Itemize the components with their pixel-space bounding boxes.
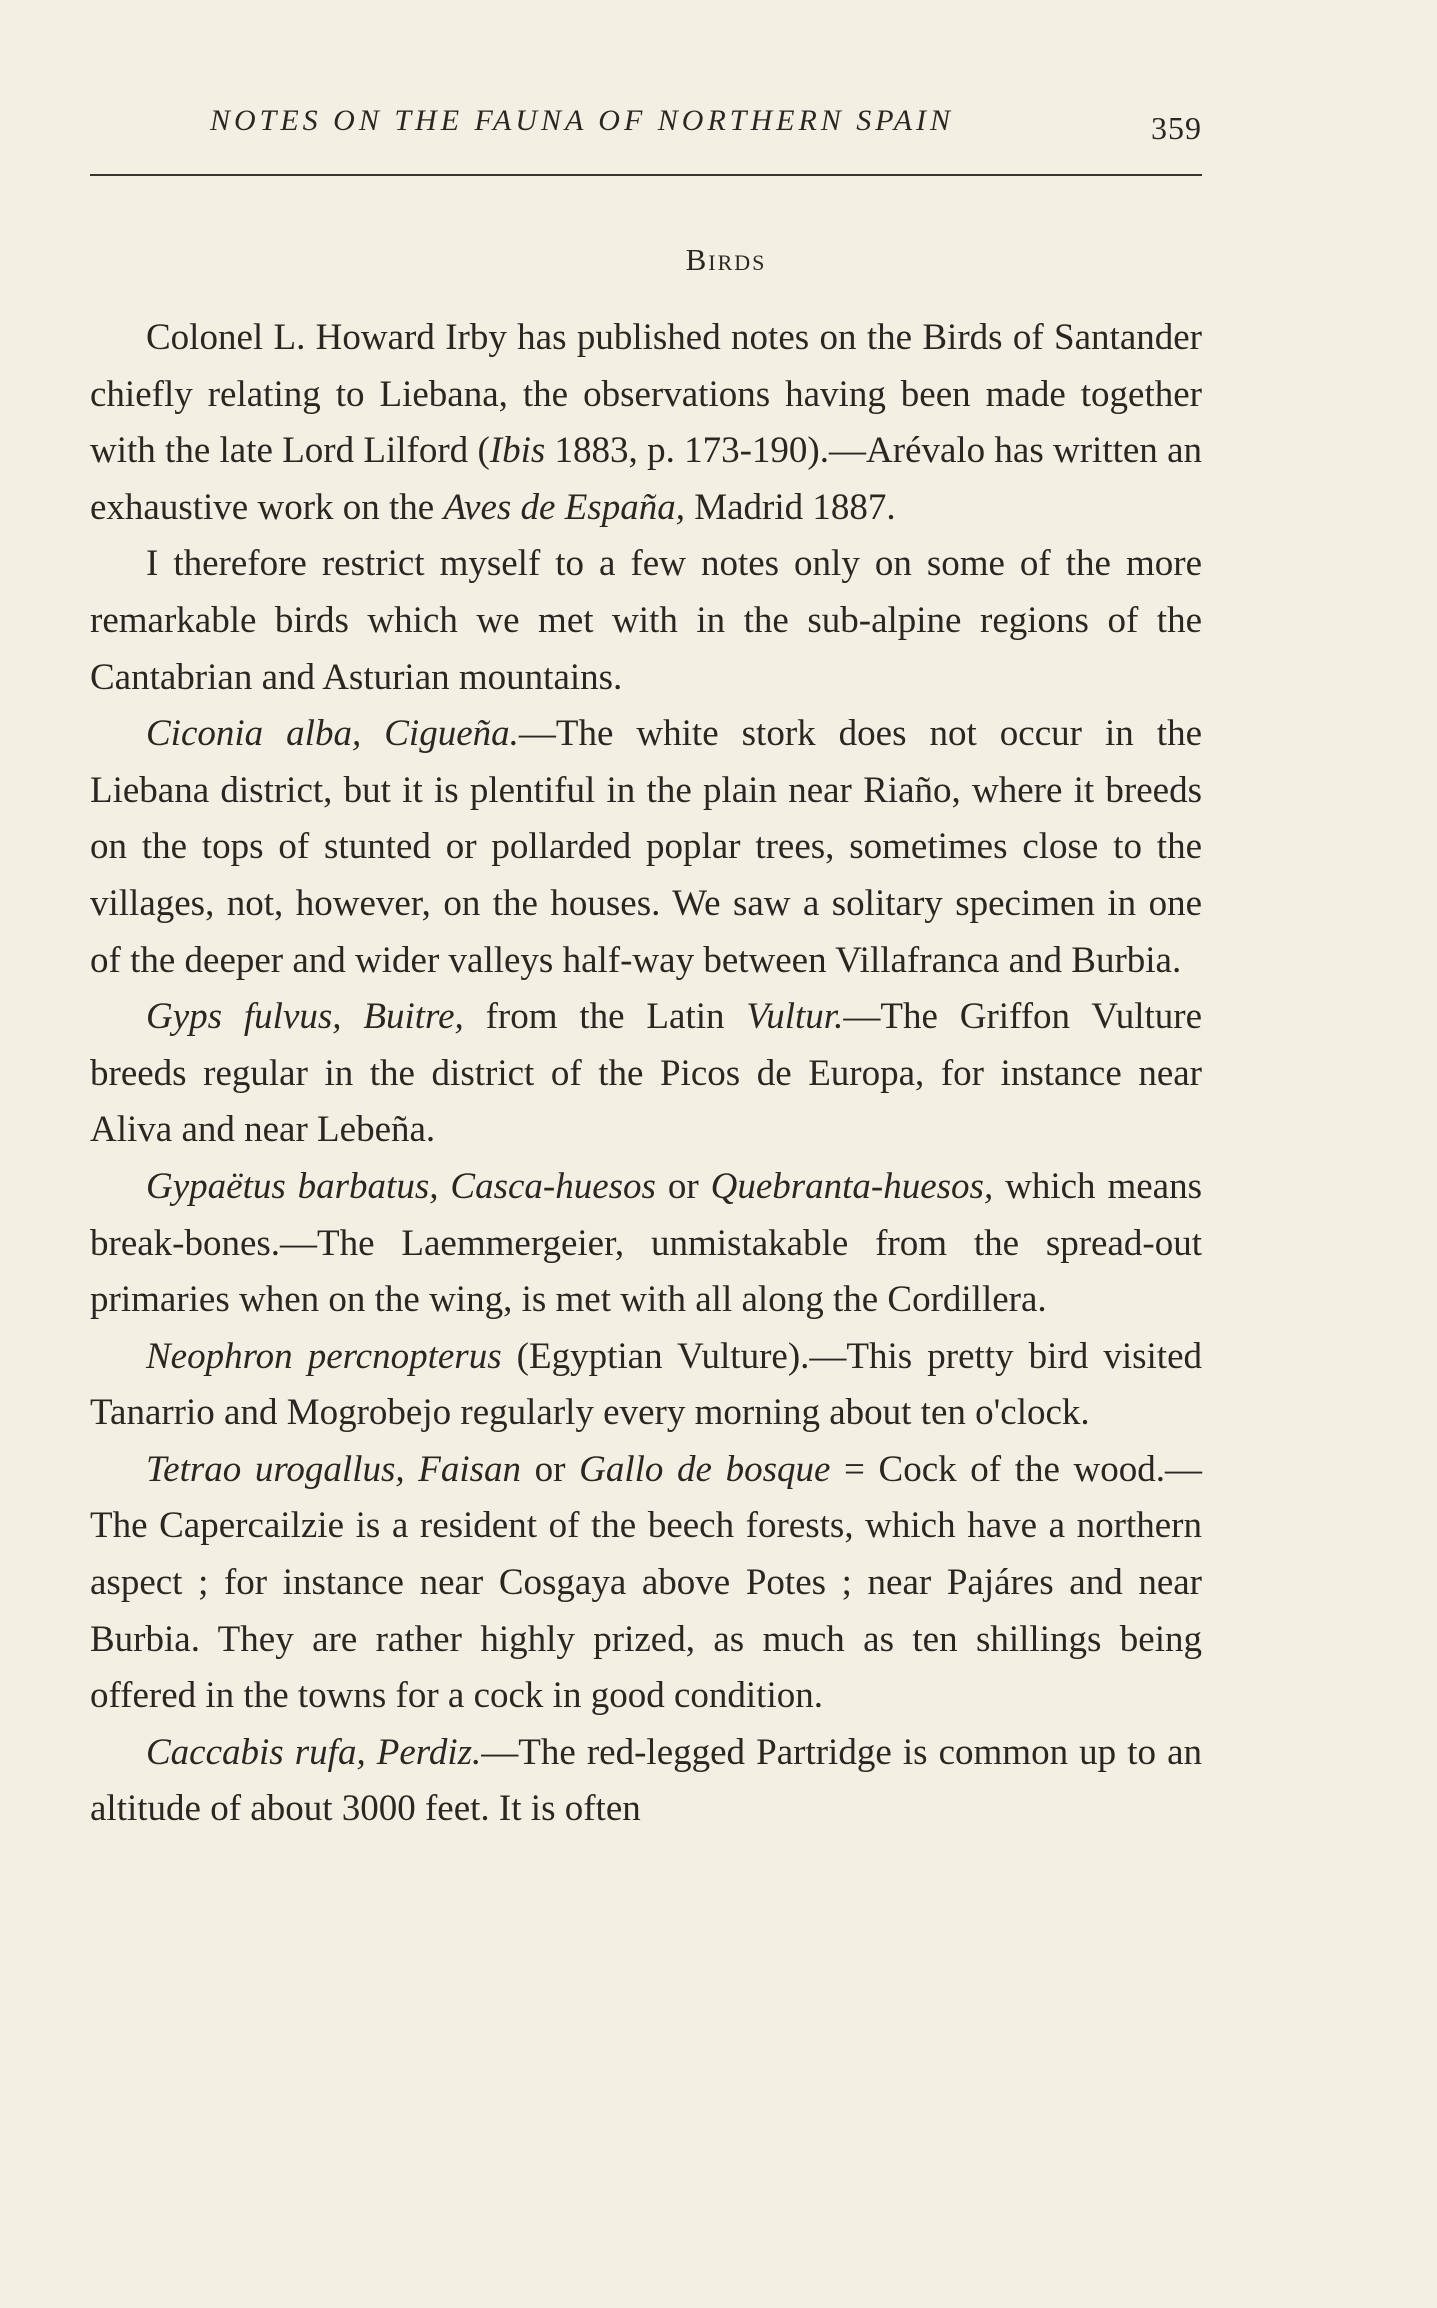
text-run: from the Latin: [463, 996, 747, 1038]
header-rule: [90, 174, 1202, 176]
text-run: I therefore restrict myself to a few notes only on some of the more remarkable birds which we met with in the sub-alpine regions of the Cantabrian and Asturian mountains.: [90, 543, 1202, 698]
text-run: —The red-legged Partridge is common up to an altitude of about 3000 feet. It is often: [90, 1731, 1203, 1830]
italic-text: Aves de España,: [443, 486, 685, 528]
paragraph: [90, 1442, 1202, 1725]
italic-text: Ciconia alba, Cigueña.: [146, 713, 519, 755]
text-run: —The white stork does not occur in the Liebana district, but it is plentiful in the plain near Riaño, where it breeds on the tops of stunted or pollarded poplar trees, sometimes close to the villages, not, however, on the houses. We saw a solitary specimen in one of the deeper and wider valleys half-way between Villafranca and Burbia.: [90, 713, 1202, 981]
italic-text: Gyps fulvus, Buitre,: [146, 996, 464, 1038]
italic-text: Ibis: [489, 430, 546, 472]
paragraph: [90, 1725, 1202, 1838]
running-head: [90, 104, 1202, 144]
text-run: 1883, p. 173-190).—Arévalo has written an exhaustive work on the: [90, 430, 1202, 528]
text-run: Colonel L. Howard Irby has published notes on the Birds of Santander chiefly relating to Liebana, the observations having been made together with the late Lord Lilford (: [90, 317, 1202, 472]
italic-text: Gypaëtus barbatus, Casca-huesos: [146, 1165, 656, 1207]
running-title: NOTES ON THE FAUNA OF NORTHERN SPAIN: [210, 104, 955, 137]
text-run: which means break-bones.—The Laemmergeier, unmistakable from the spread-out primaries when on the wing, is met with all along the Cordillera.: [90, 1165, 1202, 1321]
italic-text: Caccabis rufa, Perdiz.: [146, 1731, 482, 1773]
italic-text: Tetrao urogallus, Faisan: [146, 1448, 522, 1490]
paragraph: [90, 706, 1202, 989]
text-run: = Cock of the wood.—The Capercailzie is a resident of the beech forests, which have a northern aspect ; for instance near Cosgaya above Potes ; near Pajáres and near Burbia. They are rather highly prized, as much as ten shillings being offered in the towns for a cock in good condition.: [90, 1448, 1202, 1717]
book-page: [90, 0, 1202, 2308]
italic-text: Quebranta-huesos,: [710, 1165, 994, 1207]
text-run: Madrid 1887.: [684, 486, 896, 528]
section-title: Birds: [685, 242, 767, 277]
text-run: —The Griffon Vulture breeds regular in the district of the Picos de Europa, for instance near Aliva and near Lebeña.: [90, 996, 1203, 1151]
paragraph: [90, 989, 1202, 1159]
text-run: or: [521, 1448, 580, 1490]
italic-text: Gallo de bosque: [579, 1448, 831, 1490]
italic-text: Neophron percnopterus: [146, 1335, 502, 1377]
paragraph: [90, 310, 1202, 536]
italic-text: Vultur.: [746, 996, 844, 1038]
text-run: (Egyptian Vulture).—This pretty bird visited Tanarrio and Mogrobejo regularly every morning about ten o'clock.: [90, 1335, 1203, 1434]
paragraph: [90, 536, 1202, 706]
page-number: 359: [1151, 110, 1202, 146]
paragraph: [90, 1329, 1202, 1442]
paragraph: [90, 1159, 1202, 1329]
text-run: or: [655, 1165, 711, 1207]
body-text: [90, 310, 1202, 1838]
